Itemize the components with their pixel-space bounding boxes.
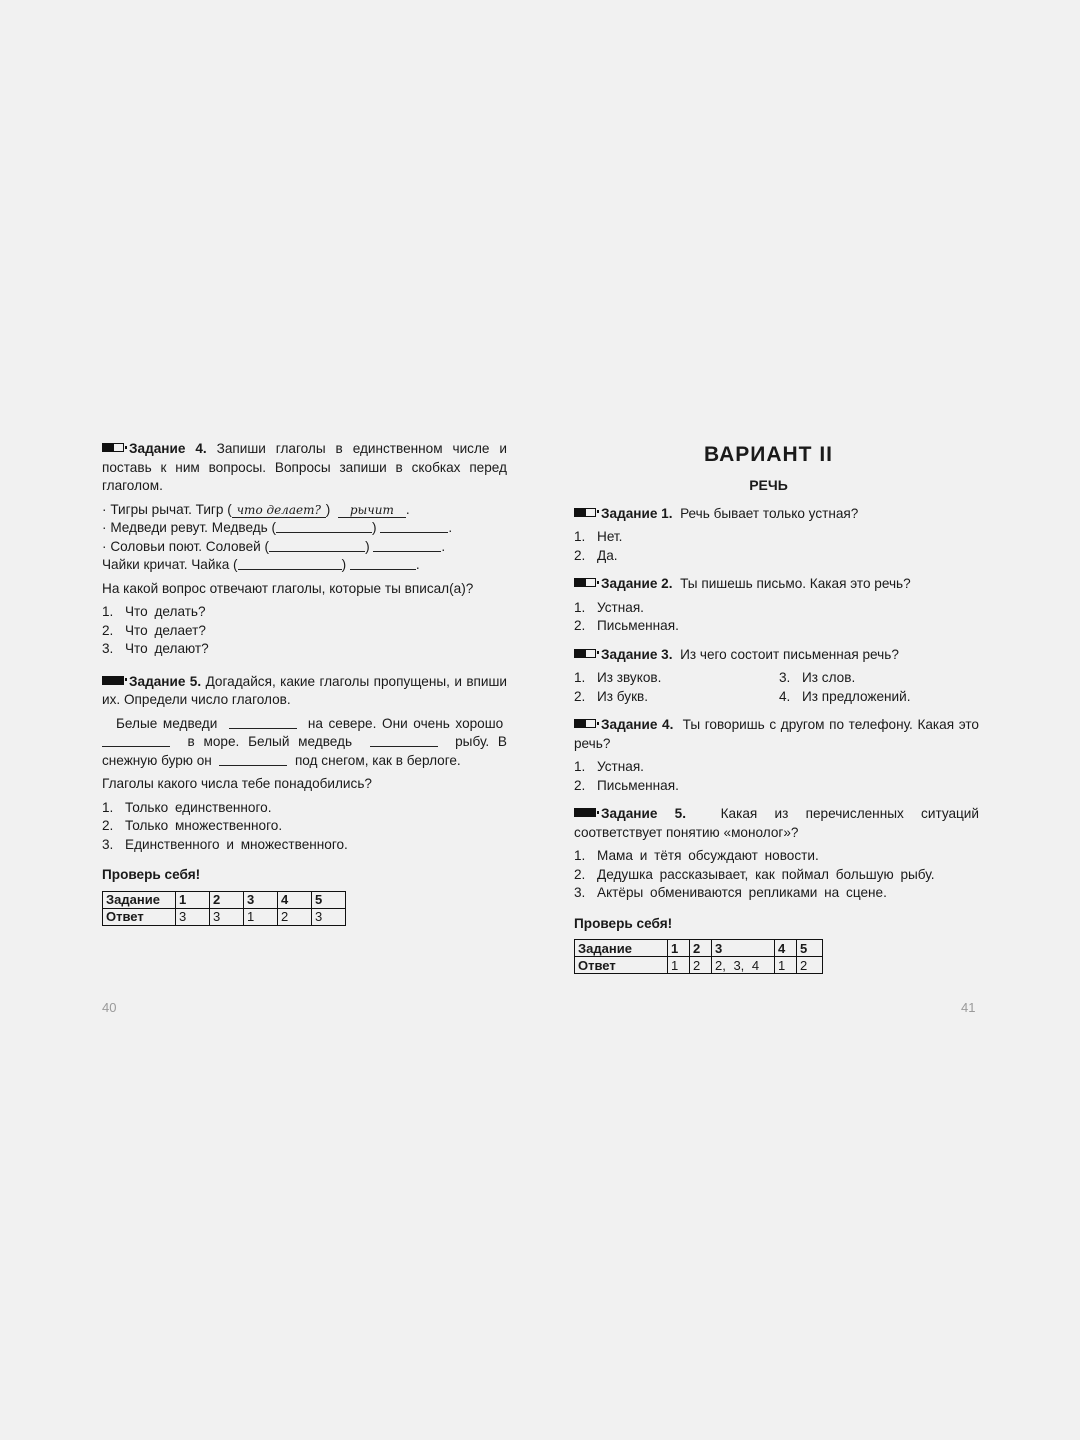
task-5-options [574,847,979,903]
left-page [102,440,507,926]
difficulty-battery-icon [574,808,596,817]
blank-field[interactable] [373,538,441,552]
difficulty-battery-icon [574,578,596,587]
handwritten-answer: что делает? [232,503,326,518]
blank-field[interactable] [229,715,297,729]
task-4-options [102,603,507,659]
answer-table [574,939,823,974]
blank-field[interactable] [350,556,416,570]
page-number-right: 41 [961,1000,976,1015]
exercise-line: · Соловьи поют. Соловей ( ) . [102,538,446,554]
option-item[interactable]: 1. Нет. [574,529,623,544]
option-item[interactable]: 3. Что делают? [102,641,209,656]
blank-field[interactable] [219,752,287,766]
answer-table-row: Ответ 1 2 2, 3, 4 1 2 [575,957,823,974]
task-4-question: На какой вопрос отвечают глаголы, которые ты вписал(а)? [102,580,474,596]
option-item[interactable]: 2. Да. [574,547,618,563]
task-4-lines [102,501,507,575]
option-item[interactable]: 2. Письменная. [574,618,679,633]
difficulty-battery-icon [102,676,124,685]
option-item[interactable]: 2. Дедушка рассказывает, как поймал большую рыбу. [574,866,935,882]
blank-field[interactable] [269,538,365,552]
difficulty-battery-icon [574,508,596,517]
option-item[interactable]: 1. Устная. [574,759,644,774]
blank-field[interactable] [370,733,438,747]
task-4-header [102,440,507,496]
option-item[interactable]: 2. Из букв. [574,688,649,704]
option-item[interactable]: 3. Актёры обмениваются репликами на сцене. [574,885,887,900]
page-number-left: 40 [102,1000,117,1015]
option-item[interactable]: 3. Из слов. [779,670,856,685]
answer-table [102,891,346,926]
answer-table-row: Задание 1 2 3 4 5 [103,891,346,908]
task-5-passage: Белые медведи на севере. Они очень хорошо в море. Белый медведь рыбу. В снежную бурю он под снегом, как в берлоге. [102,715,507,768]
task-4-header: Задание 4. Ты говоришь с другом по телефону. Какая это речь? [574,717,979,751]
task-5-options [102,799,507,855]
task-3-options [574,669,979,706]
task-text: Догадайся, какие глаголы пропущены, и впиши их. Определи число глаголов. [102,673,507,707]
option-item[interactable]: 1. Только единственного. [102,799,272,815]
blank-field[interactable] [102,733,170,747]
task-4-options [574,758,979,795]
option-item[interactable]: 3. Единственного и множественного. [102,836,348,852]
task-2-header: Задание 2. Ты пишешь письмо. Какая это речь? [574,575,979,594]
task-2-options [574,599,979,636]
option-item[interactable]: 4. Из предложений. [779,688,911,704]
task-5-header [102,673,507,710]
difficulty-battery-icon [574,719,596,728]
task-text: Запиши глаголы в единственном числе и поставь к ним вопросы. Вопросы запиши в скобках перед глаголом. [102,441,508,493]
task-1-header: Задание 1. Речь бывает только устная? [574,505,979,524]
task-5-question: Глаголы какого числа тебе понадобились? [102,776,372,791]
blank-field[interactable] [380,519,448,533]
answer-table-row: Задание 1 2 3 4 5 [575,940,823,957]
option-item[interactable]: 1. Мама и тётя обсуждают новости. [574,848,819,863]
task-5-header: Задание 5. Какая из перечисленных ситуаций соответствует понятию «монолог»? [574,806,979,840]
option-item[interactable]: 1. Что делать? [102,604,206,619]
blank-field[interactable] [238,556,342,570]
task-1-options [574,528,979,565]
task-label: Задание 4. [129,441,207,456]
blank-field[interactable] [276,519,372,533]
exercise-line: Чайки кричат. Чайка ( ) . [102,557,420,572]
handwritten-answer: рычит [338,503,406,518]
variant-title: ВАРИАНТ II [703,443,834,466]
answer-table-row: Ответ 3 3 1 2 3 [103,908,346,925]
difficulty-battery-icon [102,443,124,452]
check-yourself-title: Проверь себя! [102,867,201,882]
option-item[interactable]: 2. Только множественного. [102,818,283,833]
option-item[interactable]: 1. Устная. [574,599,644,615]
option-item[interactable]: 1. Из звуков. [574,670,662,685]
right-page [574,440,979,974]
check-yourself-title: Проверь себя! [574,915,673,931]
task-3-header: Задание 3. Из чего состоит письменная речь? [574,646,979,665]
exercise-line: · Тигры рычат. Тигр ( что делает? ) рычит . [102,501,410,517]
option-item[interactable]: 2. Письменная. [574,777,679,793]
task-label: Задание 5. [129,673,202,689]
exercise-line: · Медведи ревут. Медведь ( ) . [102,520,453,535]
section-title: РЕЧЬ [749,477,788,493]
option-item[interactable]: 2. Что делает? [102,622,206,638]
difficulty-battery-icon [574,649,596,658]
